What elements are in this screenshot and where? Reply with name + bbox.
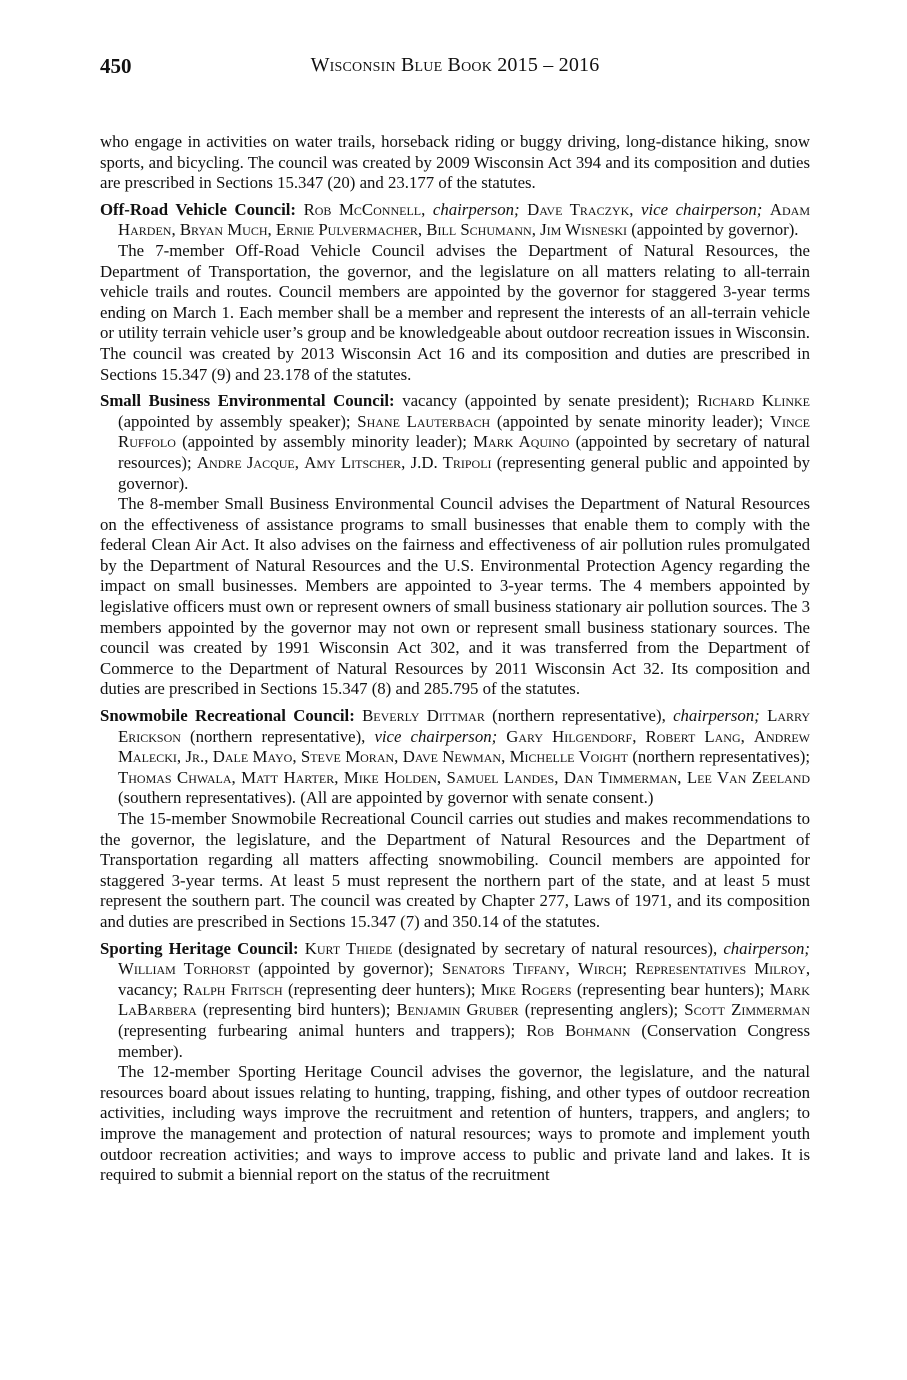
member-note: ,	[204, 747, 213, 767]
member-name: Scott Zimmerman	[684, 1000, 811, 1020]
member-note: (representing deer hunters);	[282, 979, 481, 999]
member-note: ;	[622, 959, 636, 979]
page-number: 450	[100, 54, 132, 78]
council-description: The 7-member Off-Road Vehicle Council advises the Department of Natural Resources, the Department of Transportation, the governor, and the legislature on all matters relating to all-terrain vehicle trails and routes. Council members are appointed by the governor for staggered 3-year terms ending on March 1. Each member shall be a member and represent the interests of an all-terrain vehicle or utility terrain vehicle user’s group and be knowledgeable about outdoor recreation issues in Wisconsin. The council was created by 2013 Wisconsin Act 16 and its composition and duties are prescribed in Sections 15.347 (9) and 23.178 of the statutes.	[100, 240, 810, 384]
member-note: ,	[267, 220, 276, 240]
member-note: ,	[677, 767, 687, 787]
member-name: Kurt Thiede	[304, 938, 393, 958]
council-list	[100, 200, 810, 1186]
member-note: ,	[171, 220, 180, 240]
member-name: Vince Ruffolo	[118, 411, 810, 452]
member-note: ,	[334, 767, 344, 787]
council-description: The 12-member Sporting Heritage Council advises the governor, the legislature, and the natural resources board about issues relating to hunting, trapping, fishing, and other types of outdoor recreation activities, including ways improve the recruitment and retention of hunters, trappers, and anglers; to improve the management and protection of natural resources; ways to promote and implement youth outdoor recreation activities; and ways to improve access to public and private land and lakes. It is required to submit a biennial report on the status of the recruitment	[100, 1062, 810, 1185]
member-name: Dave Newman	[402, 747, 502, 767]
member-note	[760, 706, 767, 725]
member-note: (Conservation Congress member).	[118, 1020, 810, 1061]
member-name: Bill Schumann	[426, 220, 532, 240]
member-name: Michelle Voight	[509, 747, 628, 767]
member-note: ,	[531, 220, 541, 240]
member-note: (appointed by governor).	[627, 220, 799, 240]
member-role: chairperson;	[723, 938, 811, 958]
member-name: Mark Aquino	[473, 432, 570, 452]
member-name: Richard Klinke	[697, 391, 810, 411]
member-name: Amy Litscher	[304, 452, 402, 472]
member-note: (representing bird hunters);	[196, 1000, 397, 1020]
member-note: ,	[554, 767, 564, 787]
member-name: Lee Van Zeeland	[686, 767, 811, 787]
member-name: J.D. Tripoli	[410, 452, 492, 472]
member-name: Jim Wisneski	[540, 220, 628, 240]
council-entry	[100, 391, 810, 494]
member-name: Rob Bohmann	[526, 1020, 631, 1040]
member-name: Dave Traczyk	[527, 199, 630, 219]
member-note: (representing anglers);	[518, 1000, 685, 1020]
member-note: ,	[421, 199, 433, 219]
member-name: Mike Rogers	[480, 979, 572, 999]
member-name: Andre Jacque	[196, 452, 295, 472]
member-name: Dan Timmerman	[563, 767, 678, 787]
member-name: Andrew Malecki, Jr.	[118, 726, 811, 767]
member-name: Rob McConnell	[303, 199, 422, 219]
council-entry	[100, 200, 810, 241]
member-note	[497, 727, 506, 746]
member-note	[762, 200, 770, 219]
member-note: (representing furbearing animal hunters and trappers);	[118, 1020, 527, 1040]
member-note: (appointed by secretary of natural resources);	[118, 432, 810, 472]
council-entry	[100, 706, 810, 809]
page-header	[100, 54, 810, 84]
member-note: ,	[231, 767, 242, 787]
member-role: vice chairperson;	[374, 726, 498, 746]
page-body	[100, 132, 810, 1186]
member-note: (northern representative),	[484, 706, 674, 726]
member-name: Robert Lang	[645, 726, 741, 746]
member-note: vacancy (appointed by senate president);	[402, 391, 698, 411]
member-note: ,	[417, 220, 427, 240]
council-entry	[100, 939, 810, 1063]
council-heading: Off-Road Vehicle Council:	[100, 199, 296, 219]
member-name: Samuel Landes	[446, 767, 555, 787]
member-name: Larry Erickson	[118, 706, 810, 746]
member-name: Gary Hilgendorf	[506, 726, 633, 746]
member-note: ,	[629, 199, 642, 219]
member-note: ,	[436, 767, 447, 787]
member-name: Benjamin Gruber	[396, 1000, 519, 1020]
member-note: ,	[292, 747, 301, 767]
council-heading: Small Business Environmental Council:	[100, 391, 395, 411]
member-note: ,	[394, 747, 403, 767]
member-name: Adam Harden	[118, 199, 811, 240]
member-note: ,	[401, 452, 411, 472]
member-note: (appointed by assembly speaker);	[118, 411, 358, 431]
member-role: chairperson;	[673, 706, 760, 726]
member-name: Matt Harter	[241, 767, 335, 787]
member-note: ,	[740, 726, 754, 746]
member-name: Thomas Chwala	[118, 767, 232, 787]
member-name: Bryan Much	[179, 220, 268, 240]
member-role: vice chairperson;	[641, 199, 763, 219]
council-description: The 8-member Small Business Environmental Council advises the Department of Natural Resources on the effectiveness of assistance programs to small businesses that enable them to comply with the federal Clean Air Act. It also advises on the fairness and effectiveness of air pollution rules promulgated by the Department of Natural Resources and the U.S. Environmental Protection Agency regarding the impact on small businesses. Members are appointed to 3-year terms. The 4 members appointed by legislative officers must own or represent owners of small business stationary air pollution sources. The 3 members appointed by the governor may not own or represent small business stationary sources. The council was created by 1991 Wisconsin Act 302, and it was transferred from the Department of Commerce to the Department of Natural Resources by 2011 Wisconsin Act 32. Its composition and duties are prescribed in Sections 15.347 (8) and 285.795 of the statutes.	[100, 494, 810, 699]
member-name: Mike Holden	[343, 767, 437, 787]
council-heading: Snowmobile Recreational Council:	[100, 706, 355, 726]
member-note: (representing general public and appointed by governor).	[118, 452, 811, 493]
member-note: ,	[565, 959, 578, 979]
member-note: (northern representatives);	[628, 747, 811, 767]
member-name: Dale Mayo	[212, 747, 293, 767]
member-role: chairperson;	[432, 199, 520, 219]
member-name: Mark LaBarbera	[118, 979, 810, 1020]
member-name: Shane Lauterbach	[357, 411, 491, 431]
member-note: ,	[632, 726, 646, 746]
member-note: (southern representatives). (All are appointed by governor with senate consent.)	[118, 788, 654, 808]
member-name: Steve Moran	[300, 747, 395, 767]
member-name: Ralph Fritsch	[182, 979, 283, 999]
running-title: Wisconsin Blue Book 2015 – 2016	[310, 54, 600, 76]
member-note: (appointed by governor);	[249, 959, 442, 979]
member-note: ,	[501, 747, 510, 767]
member-name: Senators Tiffany	[441, 959, 566, 979]
council-description: The 15-member Snowmobile Recreational Council carries out studies and makes recommendations to the governor, the legislature, and the Department of Natural Resources and the Department of Transportation regarding all matters affecting snowmobiling. Council members are appointed for staggered 3-year terms. At least 5 must represent the northern part of the state, and at least 5 must represent the southern part. The council was created by Chapter 277, Laws of 1971, and its composition and duties are prescribed in Sections 15.347 (7) and 350.14 of the statutes.	[100, 809, 810, 931]
member-note: (representing bear hunters);	[571, 979, 770, 999]
member-note: (appointed by senate minority leader);	[490, 411, 770, 431]
member-note: , vacancy;	[118, 959, 811, 999]
member-note: (northern representative),	[180, 726, 375, 746]
member-name: Wirch	[577, 959, 623, 979]
member-name: Beverly Dittmar	[362, 706, 485, 726]
member-note: ,	[294, 452, 305, 472]
member-name: Ernie Pulvermacher	[275, 220, 418, 240]
intro-paragraph: who engage in activities on water trails, horseback riding or buggy driving, long-distance hiking, snow sports, and bicycling. The council was created by 2009 Wisconsin Act 394 and its composition and duties are prescribed in Sections 15.347 (20) and 23.177 of the statutes.	[100, 132, 810, 193]
council-heading: Sporting Heritage Council:	[100, 938, 299, 958]
member-note: (designated by secretary of natural resources),	[392, 938, 724, 958]
member-name: Representatives Milroy	[635, 959, 806, 979]
member-note: (appointed by assembly minority leader);	[175, 432, 474, 452]
member-name: William Torhorst	[118, 959, 250, 979]
